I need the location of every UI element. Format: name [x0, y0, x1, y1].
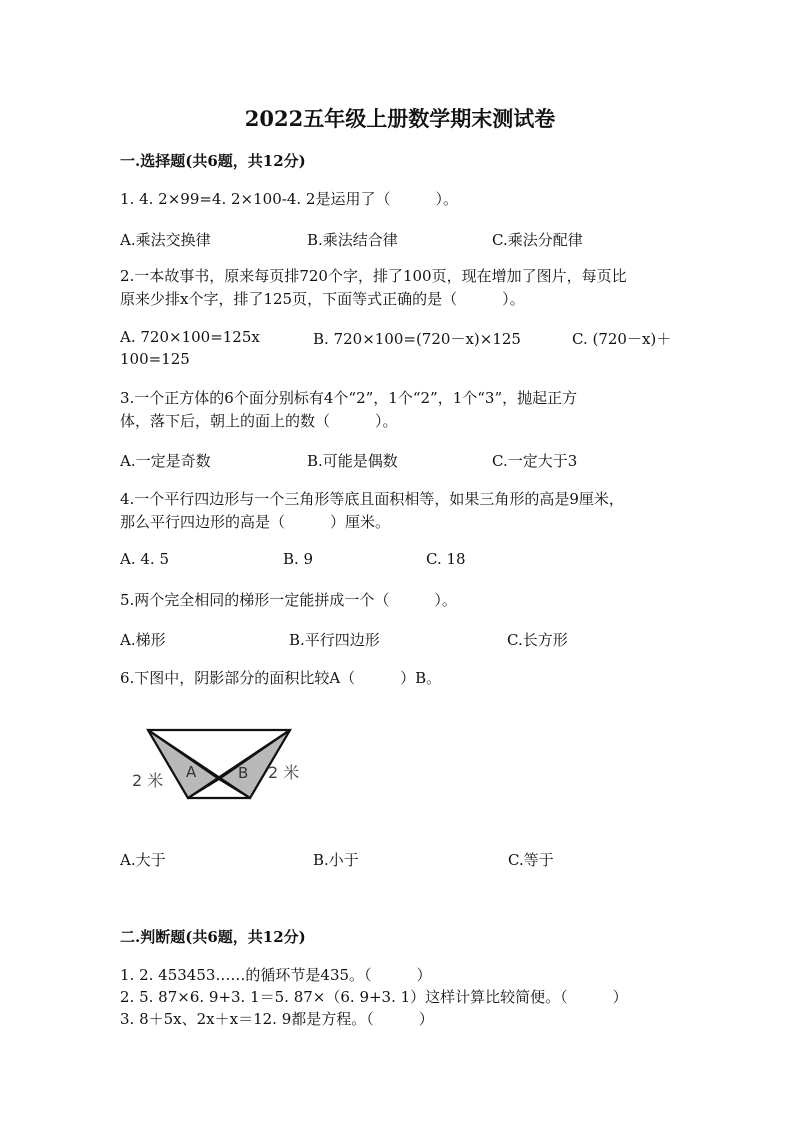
- question-2-option-c-cont: 100=125: [120, 350, 190, 368]
- question-2-option-a: A. 720×100=125x: [120, 328, 260, 346]
- label-b: B: [238, 764, 249, 782]
- question-4-option-b: B. 9: [283, 550, 314, 568]
- question-1-stem: 1. 4. 2×99=4. 2×100-4. 2是运用了（ ）。: [120, 190, 458, 208]
- question-3-option-c: C.一定大于3: [492, 452, 578, 470]
- question-5-option-a: A.梯形: [120, 631, 166, 649]
- section-heading-judgment: 二.判断题(共6题，共12分): [120, 928, 306, 946]
- trapezoid-figure: [128, 722, 308, 804]
- question-2-stem-line-2: 原来少排x个字，排了125页，下面等式正确的是（ ）。: [120, 290, 525, 308]
- page-title: 2022五年级上册数学期末测试卷: [244, 106, 556, 131]
- question-6-option-c: C.等于: [508, 851, 554, 869]
- question-6-stem: 6.下图中，阴影部分的面积比较A（ ）B。: [120, 669, 442, 687]
- question-3-option-b: B.可能是偶数: [307, 452, 398, 470]
- question-2-stem-line-1: 2.一本故事书，原来每页排720个字，排了100页，现在增加了图片，每页比: [120, 267, 627, 285]
- question-4-stem-line-1: 4.一个平行四边形与一个三角形等底且面积相等，如果三角形的高是9厘米，: [120, 490, 624, 508]
- judgment-item-3: 3. 8＋5x、2x＋x＝12. 9都是方程。（ ）: [120, 1010, 434, 1028]
- question-1-option-c: C.乘法分配律: [492, 231, 583, 249]
- section-heading-choice: 一.选择题(共6题，共12分): [120, 152, 306, 170]
- question-3-option-a: A.一定是奇数: [120, 452, 211, 470]
- question-3-stem-line-2: 体，落下后，朝上的面上的数（ ）。: [120, 412, 398, 430]
- question-4-option-c: C. 18: [426, 550, 466, 568]
- question-2-option-c: C. (720－x)＋: [572, 330, 672, 348]
- question-5-stem: 5.两个完全相同的梯形一定能拼成一个（ ）。: [120, 591, 457, 609]
- question-1-option-b: B.乘法结合律: [307, 231, 398, 249]
- question-3-stem-line-1: 3.一个正方体的6个面分别标有4个“2”，1个“2”，1个“3”，抛起正方: [120, 389, 578, 407]
- question-5-option-b: B.平行四边形: [289, 631, 380, 649]
- question-4-stem-line-2: 那么平行四边形的高是（ ）厘米。: [120, 513, 391, 531]
- question-6-option-b: B.小于: [313, 851, 359, 869]
- question-1-option-a: A.乘法交换律: [120, 231, 211, 249]
- left-length-label: 2 米: [132, 771, 164, 790]
- question-6-option-a: A.大于: [120, 851, 166, 869]
- label-a: A: [186, 763, 197, 781]
- right-length-label: 2 米: [268, 763, 300, 782]
- question-2-option-b: B. 720×100=(720－x)×125: [313, 330, 521, 348]
- judgment-item-1: 1. 2. 453453……的循环节是435。（ ）: [120, 966, 432, 984]
- judgment-item-2: 2. 5. 87×6. 9+3. 1＝5. 87×（6. 9+3. 1）这样计算比较简便。（ ）: [120, 988, 628, 1006]
- question-5-option-c: C.长方形: [507, 631, 568, 649]
- question-4-option-a: A. 4. 5: [120, 550, 169, 568]
